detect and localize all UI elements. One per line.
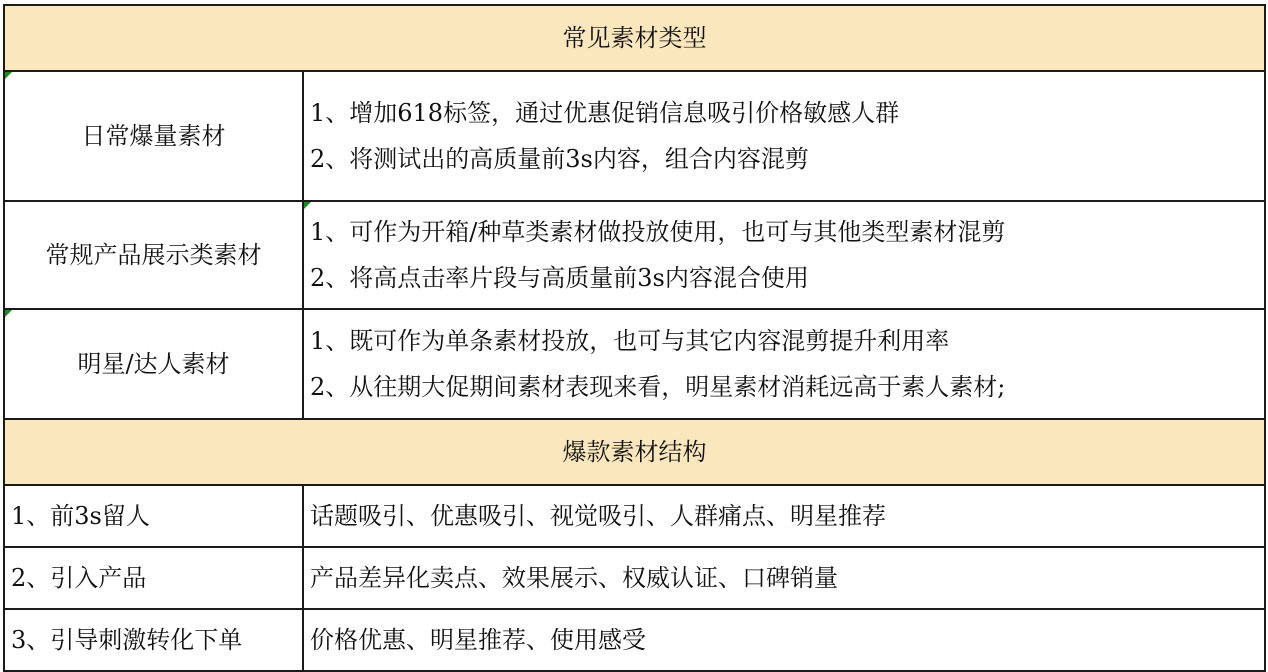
- structure-header-cell[interactable]: [4, 419, 1265, 485]
- types-header-cell[interactable]: [4, 5, 1265, 71]
- comment-marker-icon: [304, 202, 311, 209]
- type-desc-cell[interactable]: [303, 71, 1265, 201]
- material-table: [3, 4, 1266, 672]
- type-name: 明星/达人素材: [77, 350, 230, 378]
- type-desc-line: 1、既可作为单条素材投放，也可与其它内容混剪提升利用率: [310, 327, 950, 355]
- structure-header-row: [4, 419, 1265, 485]
- type-row: [4, 201, 1265, 309]
- structure-row: [4, 485, 1265, 547]
- type-desc-line: 2、将测试出的高质量前3s内容，组合内容混剪: [310, 145, 809, 173]
- structure-header-text: 爆款素材结构: [562, 438, 707, 466]
- structure-desc: 产品差异化卖点、效果展示、权威认证、口碑销量: [310, 564, 838, 592]
- type-desc-line: 2、从往期大促期间素材表现来看，明星素材消耗远高于素人素材;: [310, 373, 1006, 401]
- type-name-cell[interactable]: [4, 71, 303, 201]
- structure-row: [4, 547, 1265, 609]
- type-name: 常规产品展示类素材: [45, 241, 262, 269]
- type-desc-line: 1、增加618标签，通过优惠促销信息吸引价格敏感人群: [310, 99, 900, 127]
- comment-marker-icon: [5, 72, 12, 79]
- types-header-row: [4, 5, 1265, 71]
- structure-step: 2、引入产品: [11, 564, 147, 592]
- structure-desc-cell[interactable]: [303, 609, 1265, 671]
- structure-step-cell[interactable]: [4, 547, 303, 609]
- type-row: [4, 309, 1265, 419]
- structure-step: 3、引导刺激转化下单: [11, 626, 243, 654]
- structure-desc: 价格优惠、明星推荐、使用感受: [310, 626, 646, 654]
- comment-marker-icon: [5, 310, 12, 317]
- type-name-cell[interactable]: [4, 309, 303, 419]
- type-desc-line: 2、将高点击率片段与高质量前3s内容混合使用: [310, 264, 809, 292]
- type-row: [4, 71, 1265, 201]
- type-desc-cell[interactable]: [303, 201, 1265, 309]
- type-desc-cell[interactable]: [303, 309, 1265, 419]
- structure-row: [4, 609, 1265, 671]
- types-header-text: 常见素材类型: [562, 24, 707, 52]
- structure-step-cell[interactable]: [4, 485, 303, 547]
- structure-desc-cell[interactable]: [303, 485, 1265, 547]
- type-desc-line: 1、可作为开箱/种草类素材做投放使用，也可与其他类型素材混剪: [310, 218, 1006, 246]
- type-name-cell[interactable]: [4, 201, 303, 309]
- structure-step-cell[interactable]: [4, 609, 303, 671]
- structure-desc: 话题吸引、优惠吸引、视觉吸引、人群痛点、明星推荐: [310, 502, 886, 530]
- structure-desc-cell[interactable]: [303, 547, 1265, 609]
- structure-step: 1、前3s留人: [11, 502, 150, 530]
- type-name: 日常爆量素材: [81, 122, 226, 150]
